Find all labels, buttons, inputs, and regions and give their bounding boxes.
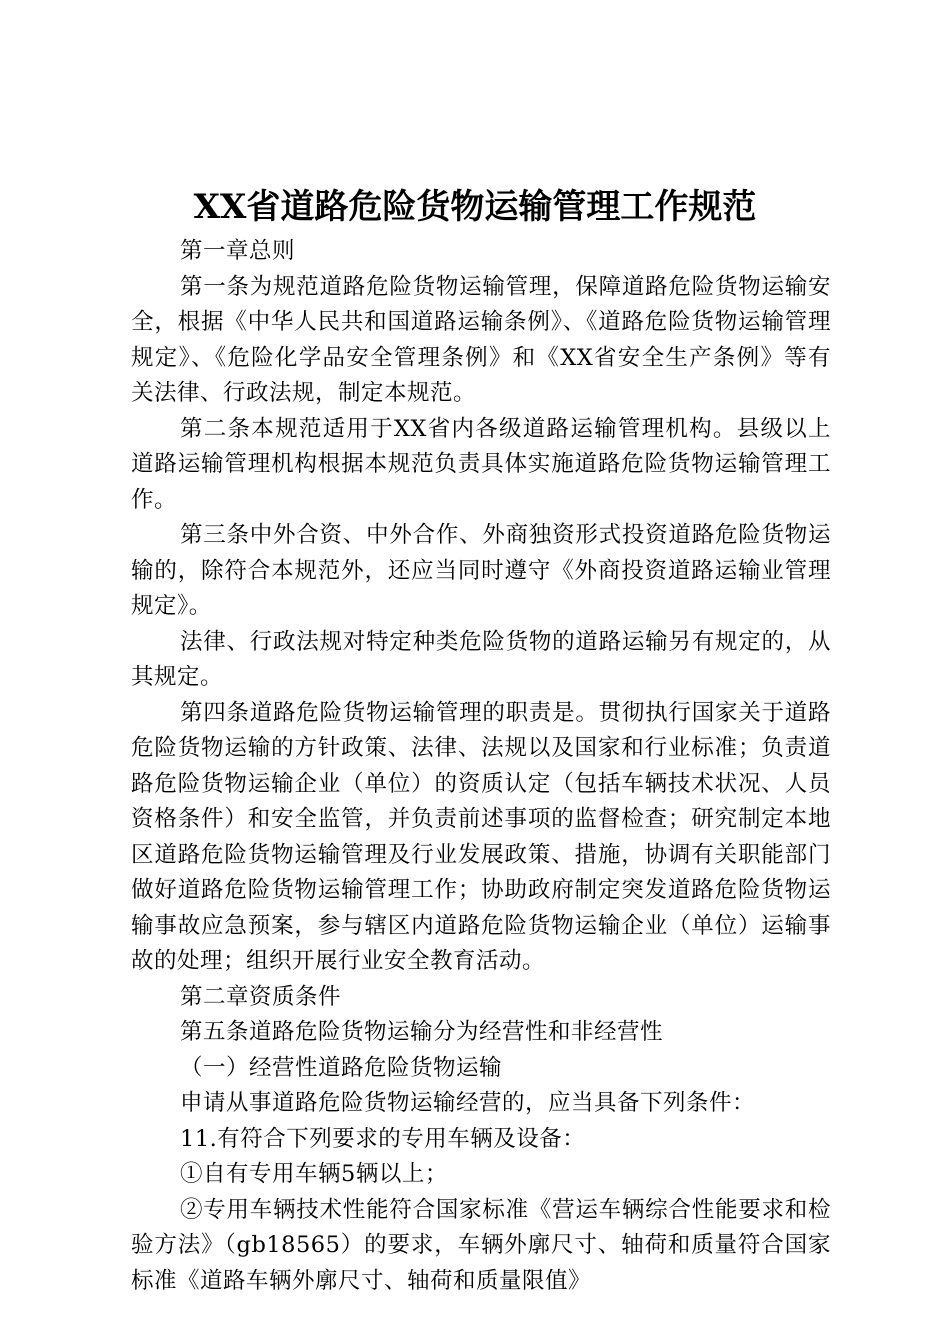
chapter-heading: 第一章总则 — [180, 238, 296, 264]
article-paragraph: 第三条中外合资、中外合作、外商独资形式投资道路危险货物运输的，除符合本规范外，还应当同时遵守《外商投资道路运输业管理规定》。 — [131, 522, 831, 619]
article-paragraph: 第二条本规范适用于XX省内各级道路运输管理机构。县级以上道路运输管理机构根据本规范负责具体实施道路危险货物运输管理工作。 — [131, 415, 831, 513]
chapter-heading: 第二章资质条件 — [180, 983, 342, 1010]
article-paragraph: 申请从事道路危险货物运输经营的，应当具备下列条件： — [180, 1090, 756, 1116]
list-item: ①自有专用车辆5辆以上； — [180, 1161, 448, 1187]
article-paragraph: 第五条道路危险货物运输分为经营性和非经营性 — [180, 1019, 664, 1045]
list-item: 11.有符合下列要求的专用车辆及设备： — [180, 1125, 586, 1152]
document-title: XX省道路危险货物运输管理工作规范 — [193, 187, 757, 227]
section-heading: （一）经营性道路危险货物运输 — [180, 1054, 503, 1081]
article-paragraph: 法律、行政法规对特定种类危险货物的道路运输另有规定的，从其规定。 — [131, 628, 831, 690]
document-body — [131, 234, 831, 1299]
article-paragraph: 第一条为规范道路危险货物运输管理，保障道路危险货物运输安全，根据《中华人民共和国道路运输条例》、《道路危险货物运输管理规定》、《危险化学品安全管理条例》和《XX省安全生产条例》等有关法律、行政法规，制定本规范。 — [131, 273, 831, 406]
list-item: ②专用车辆技术性能符合国家标准《营运车辆综合性能要求和检验方法》（gb18565）的要求，车辆外廓尺寸、轴荷和质量符合国家标准《道路车辆外廓尺寸、轴荷和质量限值》 — [131, 1196, 831, 1294]
article-paragraph: 第四条道路危险货物运输管理的职责是。贯彻执行国家关于道路危险货物运输的方针政策、法律、法规以及国家和行业标准；负责道路危险货物运输企业（单位）的资质认定（包括车辆技术状况、人员资格条件）和安全监管，并负责前述事项的监督检查；研究制定本地区道路危险货物运输管理及行业发展政策、措施，协调有关职能部门做好道路危险货物运输管理工作；协助政府制定突发道路危险货物运输事故应急预案，参与辖区内道路危险货物运输企业（单位）运输事故的处理；组织开展行业安全教育活动。 — [131, 699, 831, 974]
